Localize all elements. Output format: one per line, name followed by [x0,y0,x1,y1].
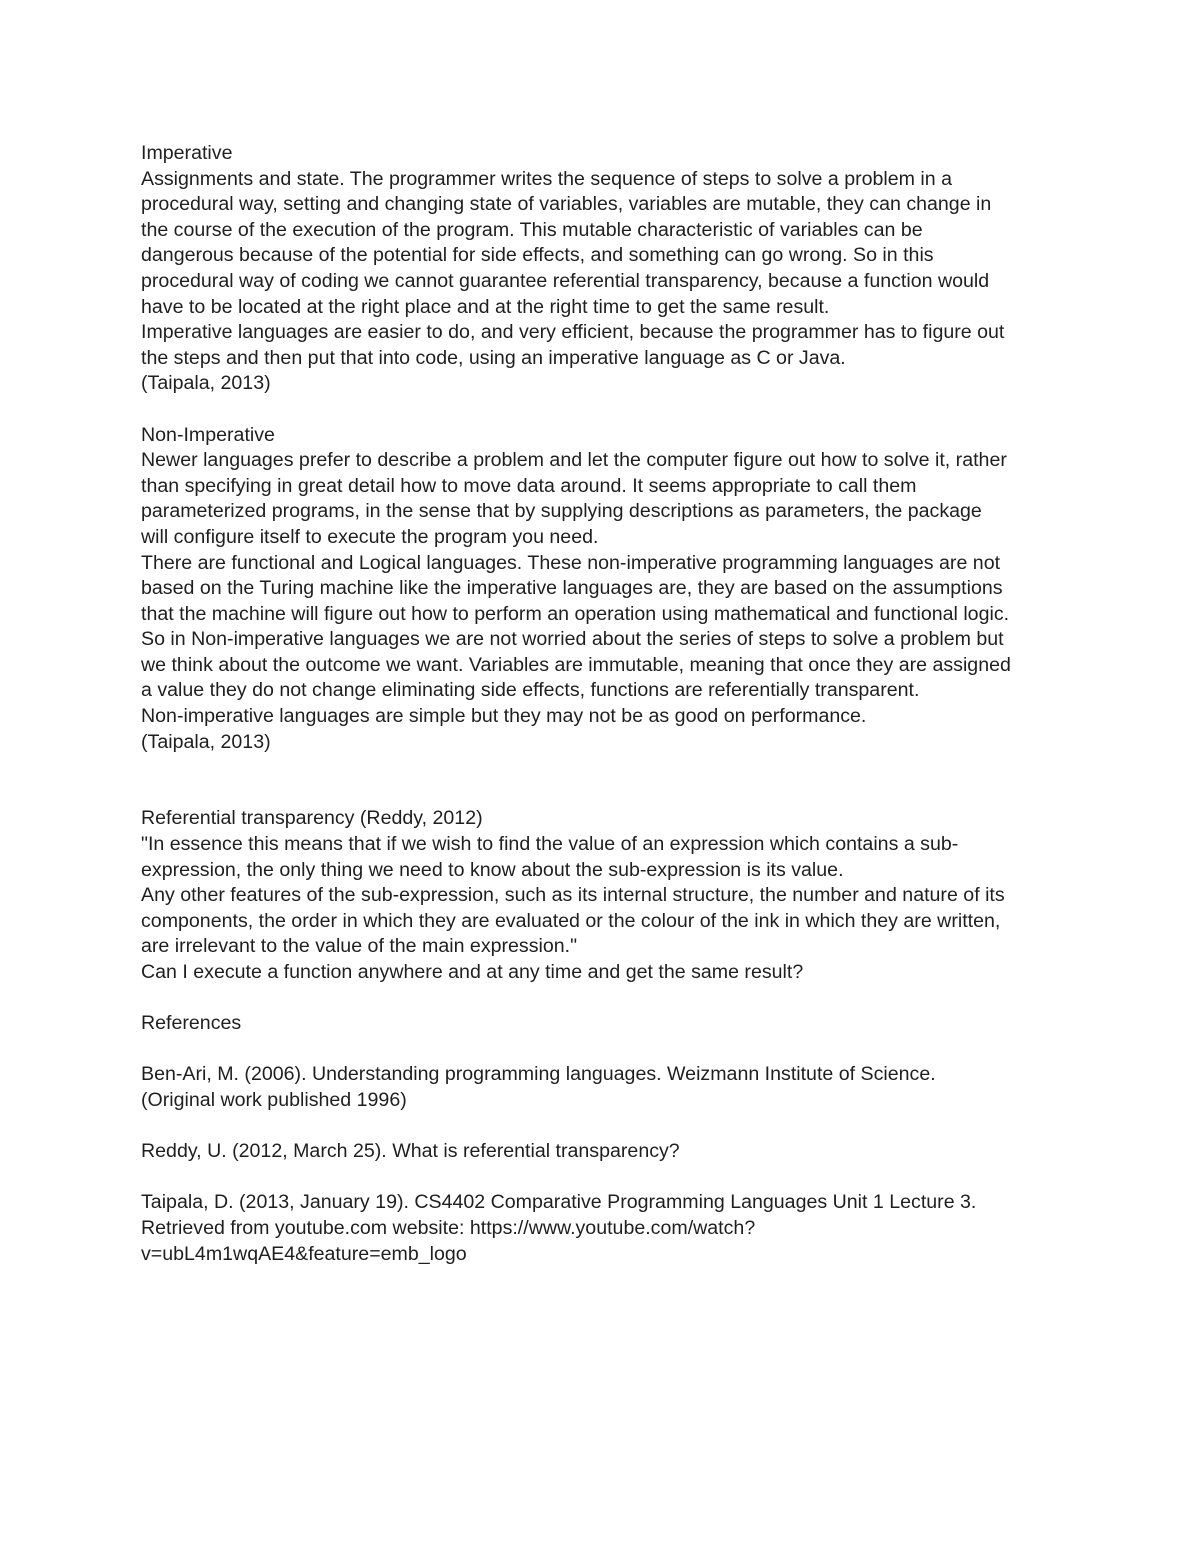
paragraph-line: the steps and then put that into code, using an imperative language as C or Java. [141,346,846,369]
reference-line: Ben-Ari, M. (2006). Understanding programming languages. Weizmann Institute of Science. [141,1063,936,1086]
section-imperative [141,141,1061,397]
quote-line: expression, the only thing we need to know about the sub-expression is its value. [141,858,844,881]
paragraph-line: procedural way of coding we cannot guarantee referential transparency, because a function would [141,269,990,292]
blank-line [141,781,1061,807]
citation: (Taipala, 2013) [141,730,271,753]
reference-line: Taipala, D. (2013, January 19). CS4402 Comparative Programming Languages Unit 1 Lecture 3. [141,1191,977,1214]
paragraph-line: than specifying in great detail how to move data around. It seems appropriate to call them [141,474,917,497]
section-heading-referential-transparency: Referential transparency (Reddy, 2012) [141,807,483,830]
paragraph-line: Non-imperative languages are simple but they may not be as good on performance. [141,705,867,728]
paragraph-line: will configure itself to execute the program you need. [141,525,599,548]
reference-line: Retrieved from youtube.com website: https://www.youtube.com/watch? [141,1216,756,1239]
section-references [141,1011,1061,1267]
paragraph-line: the course of the execution of the program. This mutable characteristic of variables can be [141,218,923,241]
reference-entry [141,1062,1061,1113]
paragraph-line: that the machine will figure out how to perform an operation using mathematical and functional logic. [141,602,1010,625]
reference-entry [141,1139,1061,1165]
paragraph-line: Can I execute a function anywhere and at any time and get the same result? [141,961,804,983]
blank-line [141,1165,1061,1191]
quote-line: "In essence this means that if we wish to find the value of an expression which contains a sub- [141,833,959,856]
section-heading-imperative: Imperative [141,142,233,164]
paragraph-line: based on the Turing machine like the imperative languages are, they are based on the assumptions [141,577,1003,600]
reference-entry [141,1190,1061,1267]
section-referential-transparency [141,806,1061,985]
paragraph-line: dangerous because of the potential for side effects, and something can go wrong. So in this [141,244,934,267]
paragraph-line: procedural way, setting and changing state of variables, variables are mutable, they can change in [141,193,992,216]
blank-line [141,755,1061,781]
quote-line: Any other features of the sub-expression, such as its internal structure, the number and nature of its [141,884,1005,907]
paragraph-line: a value they do not change eliminating side effects, functions are referentially transparent. [141,679,920,702]
paragraph-line: have to be located at the right place and at the right time to get the same result. [141,295,830,318]
quote-line: are irrelevant to the value of the main expression." [141,935,578,958]
reference-line: Reddy, U. (2012, March 25). What is referential transparency? [141,1140,680,1163]
blank-line [141,1037,1061,1063]
blank-line [141,1114,1061,1140]
paragraph-line: Newer languages prefer to describe a problem and let the computer figure out how to solve it, rather [141,449,1007,472]
document-page [141,141,1061,1267]
blank-line [141,986,1061,1012]
section-heading-references: References [141,1012,242,1035]
blank-line [141,397,1061,423]
paragraph-line: Assignments and state. The programmer writes the sequence of steps to solve a problem in a [141,167,953,190]
reference-line: v=ubL4m1wqAE4&feature=emb_logo [141,1242,467,1265]
paragraph-line: we think about the outcome we want. Variables are immutable, meaning that once they are assigned [141,653,1011,676]
quote-line: components, the order in which they are evaluated or the colour of the ink in which they are written, [141,909,1001,932]
section-non-imperative [141,423,1061,756]
paragraph-line: parameterized programs, in the sense that by supplying descriptions as parameters, the package [141,500,982,523]
paragraph-line: There are functional and Logical languages. These non-imperative programming languages are not [141,551,1001,574]
paragraph-line: Imperative languages are easier to do, and very efficient, because the programmer has to figure out [141,321,1005,344]
citation: (Taipala, 2013) [141,372,271,395]
section-heading-non-imperative: Non-Imperative [141,423,275,446]
reference-line: (Original work published 1996) [141,1088,407,1111]
paragraph-line: So in Non-imperative languages we are not worried about the series of steps to solve a problem but [141,628,1004,651]
